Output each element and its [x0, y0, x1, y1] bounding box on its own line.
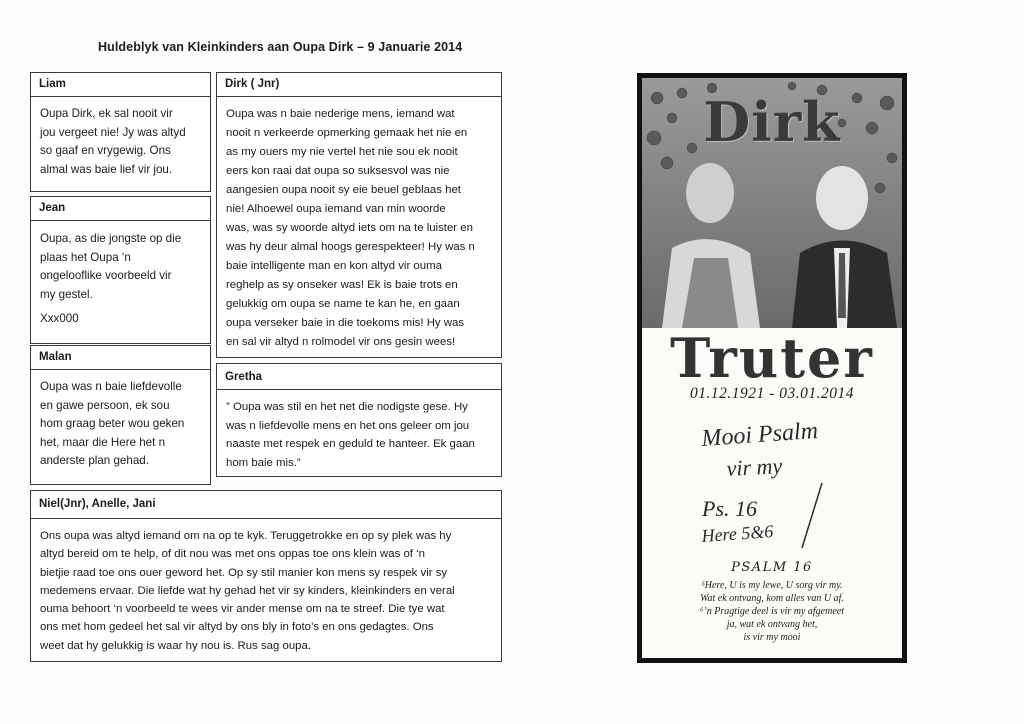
text-line: plaas het Oupa ‘n	[40, 250, 131, 264]
text-line: was hy deur almal hoogs gerespekteer! Hy was n	[226, 241, 475, 253]
text-line: ons met hom gedeel het sal vir altyd by ons bly in foto’s en ons gedagtes. Ons	[40, 621, 434, 634]
handwriting-line: Ps. 16	[702, 496, 757, 521]
tribute-author: Malan	[31, 346, 210, 370]
card-dates: 01.12.1921 - 03.01.2014	[690, 385, 854, 402]
text-line: weet dat hy gelukkig is waar hy nou is. Rus sag oupa.	[40, 639, 311, 652]
text-line: Oupa was n baie liefdevolle	[40, 380, 182, 393]
text-line: aangesien oupa nooit sy eie beuel geblaas het	[226, 184, 461, 196]
tribute-box-dirk-jnr	[216, 72, 502, 358]
text-line: hom baie mis.”	[226, 456, 301, 469]
card-surname: Truter	[670, 326, 874, 390]
text-line: en gawe persoon, ek sou	[40, 398, 170, 412]
document-title: Huldeblyk van Kleinkinders aan Oupa Dirk – 9 Januarie 2014	[98, 40, 463, 54]
tribute-box-malan	[30, 345, 211, 485]
tribute-box-niel-anelle-jani	[30, 490, 502, 662]
psalm-line: ⁶’n Pragtige deel is vir my afgemeet	[700, 606, 844, 617]
handwriting-line: vir my	[725, 453, 783, 481]
tribute-text	[31, 370, 210, 475]
text-line: almal was baie lief vir jou.	[40, 162, 173, 176]
text-line: Oupa Dirk, ek sal nooit vir	[40, 107, 173, 120]
handwritten-note	[682, 408, 882, 548]
tribute-box-liam	[30, 72, 211, 192]
text-line: medemens ervaar. Die liefde wat hy gehad het vir sy kinders, kleinkinders en veral	[40, 584, 455, 597]
tribute-text	[217, 390, 501, 476]
text-line: oupa verseker baie in die toekoms mis! Hy was	[226, 317, 465, 329]
text-line: reghelp as sy onseker was! Ek is baie trots en	[226, 279, 458, 291]
memorial-card	[637, 73, 907, 663]
text-line: gelukkig om oupa se name te kan he, en gaan	[226, 298, 460, 310]
handwriting-line: Here 5&6	[700, 521, 774, 546]
psalm-title: PSALM 16	[731, 560, 813, 575]
tribute-author: Niel(Jnr), Anelle, Jani	[31, 491, 501, 519]
text-line: altyd bereid om te help, of dit nou was met ons oppas toe ons klein was of ‘n	[40, 548, 425, 561]
text-line: bietjie raad toe ons ouer geword het. Op sy stil manier kon mens sy respek vir sy	[40, 566, 448, 579]
tribute-author: Gretha	[217, 364, 501, 390]
card-first-name: Dirk	[703, 90, 841, 154]
tribute-text	[31, 221, 210, 308]
tribute-text	[31, 97, 210, 183]
text-line: ouma behoort ‘n voorbeeld te wees vir ander mense om na te streef. Die tye wat	[40, 603, 445, 616]
text-line: hom graag beter wou geken	[40, 417, 185, 430]
text-line: was n liefdevolle mens en het ons geleer om jou	[226, 419, 470, 432]
tribute-text	[31, 519, 501, 659]
text-line: anderste plan gehad.	[40, 454, 149, 467]
text-line: naaste met respek en geduld te hanteer. Ek gaan	[226, 438, 475, 450]
text-line: baie intelligente man en kon altyd vir ouma	[226, 260, 442, 272]
text-line: nie! Alhoewel oupa iemand van min woorde	[226, 203, 446, 215]
text-line: ” Oupa was stil en het net die nodigste gese. Hy	[226, 401, 468, 413]
tribute-author: Liam	[31, 73, 210, 97]
text-line: Oupa was n baie nederige mens, iemand wat	[226, 108, 455, 120]
psalm-line: ja, wat ek ontvang het,	[726, 619, 818, 630]
text-line: Ons oupa was altyd iemand om na op te kyk. Teruggetrokke en op sy plek was hy	[40, 530, 452, 542]
text-line: was, was sy woorde altyd iets om na te luister en	[226, 222, 473, 234]
text-line: as my ouers my nie vertel het nie sou ek nooit	[226, 146, 458, 158]
text-line: ongelooflike voorbeeld vir	[40, 269, 172, 282]
text-line: jou vergeet nie! Jy was altyd	[40, 125, 186, 139]
text-line: Oupa, as die jongste op die	[40, 232, 182, 245]
text-line: en sal vir altyd n rolmodel vir ons gesin wees!	[226, 336, 456, 348]
tribute-signoff: Xxx000	[40, 312, 79, 325]
psalm-line: ⁵Here, U is my lewe, U sorg vir my.	[701, 580, 843, 591]
handwriting-line: Mooi Psalm	[700, 417, 819, 452]
psalm-line: is vir my mooi	[743, 632, 801, 643]
tribute-box-jean	[30, 196, 211, 344]
tribute-box-gretha	[216, 363, 502, 477]
tribute-author: Jean	[31, 197, 210, 221]
text-line: eers kon raai dat oupa so suksesvol was nie	[226, 165, 450, 177]
text-line: nooit n verkeerde opmerking gemaak het nie en	[226, 127, 468, 139]
text-line: het, maar die Here het n	[40, 435, 166, 449]
text-line: my gestel.	[40, 287, 93, 301]
tribute-author: Dirk ( Jnr)	[217, 73, 501, 97]
psalm-line: Wat ek ontvang, kom alles van U af.	[700, 593, 844, 604]
text-line: so gaaf en vrygewig. Ons	[40, 144, 171, 157]
tribute-text	[217, 97, 501, 356]
